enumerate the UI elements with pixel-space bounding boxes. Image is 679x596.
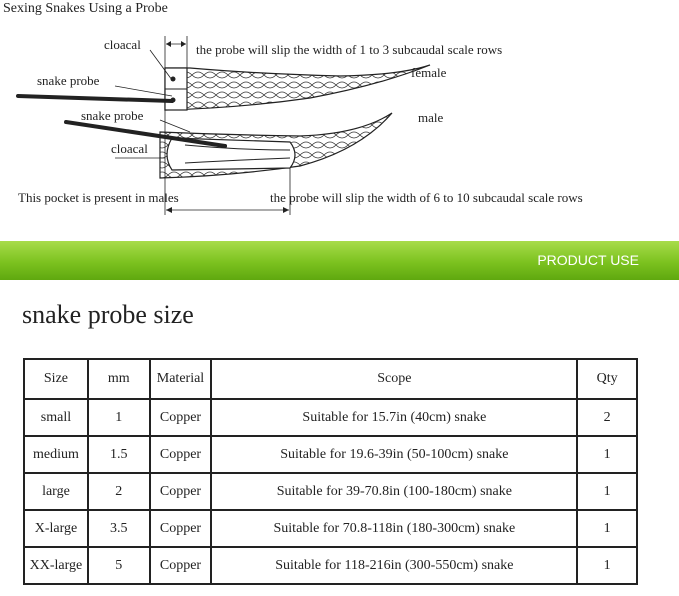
label-pocket-note: This pocket is present in males	[18, 190, 179, 205]
banner-label: PRODUCT USE	[537, 252, 639, 268]
cell-scope: Suitable for 19.6-39in (50-100cm) snake	[211, 436, 577, 473]
header-material: Material	[150, 359, 212, 399]
header-mm: mm	[88, 359, 150, 399]
probe-size-table	[23, 358, 638, 585]
header-qty: Qty	[577, 359, 637, 399]
cell-size: large	[24, 473, 88, 510]
table-row	[24, 547, 637, 584]
cell-qty: 1	[577, 510, 637, 547]
table-row	[24, 399, 637, 436]
diagram-title: Sexing Snakes Using a Probe	[3, 1, 168, 16]
product-use-banner	[0, 241, 679, 280]
cell-mm: 3.5	[88, 510, 150, 547]
cell-mm: 1	[88, 399, 150, 436]
label-female: female	[411, 65, 447, 80]
cell-mm: 2	[88, 473, 150, 510]
cell-material: Copper	[150, 399, 212, 436]
snake-sexing-diagram	[0, 0, 679, 240]
cell-mm: 1.5	[88, 436, 150, 473]
cell-material: Copper	[150, 510, 212, 547]
table-row	[24, 473, 637, 510]
cell-material: Copper	[150, 547, 212, 584]
label-snake-probe-2: snake probe	[81, 108, 144, 123]
cell-scope: Suitable for 70.8-118in (180-300cm) snake	[211, 510, 577, 547]
cell-size: small	[24, 399, 88, 436]
header-size: Size	[24, 359, 88, 399]
cell-qty: 1	[577, 547, 637, 584]
label-male: male	[418, 110, 444, 125]
label-cloacal-bottom: cloacal	[111, 141, 148, 156]
table-row	[24, 436, 637, 473]
cell-qty: 1	[577, 436, 637, 473]
label-cloacal-top: cloacal	[104, 37, 141, 52]
female-tail	[165, 65, 430, 110]
cell-material: Copper	[150, 473, 212, 510]
table-row	[24, 510, 637, 547]
cell-mm: 5	[88, 547, 150, 584]
cell-material: Copper	[150, 436, 212, 473]
cell-qty: 1	[577, 473, 637, 510]
label-probe-note-male: the probe will slip the width of 6 to 10 subcaudal scale rows	[270, 190, 583, 205]
section-title: snake probe size	[22, 300, 194, 329]
header-scope: Scope	[211, 359, 577, 399]
cell-size: X-large	[24, 510, 88, 547]
cell-scope: Suitable for 118-216in (300-550cm) snake	[211, 547, 577, 584]
label-snake-probe-1: snake probe	[37, 73, 100, 88]
cell-size: medium	[24, 436, 88, 473]
cell-scope: Suitable for 39-70.8in (100-180cm) snake	[211, 473, 577, 510]
snake-probe-top	[18, 96, 172, 101]
cell-size: XX-large	[24, 547, 88, 584]
male-tail	[160, 113, 392, 178]
label-probe-note-female: the probe will slip the width of 1 to 3 subcaudal scale rows	[196, 42, 503, 57]
cell-qty: 2	[577, 399, 637, 436]
cell-scope: Suitable for 15.7in (40cm) snake	[211, 399, 577, 436]
table-header-row	[24, 359, 637, 399]
